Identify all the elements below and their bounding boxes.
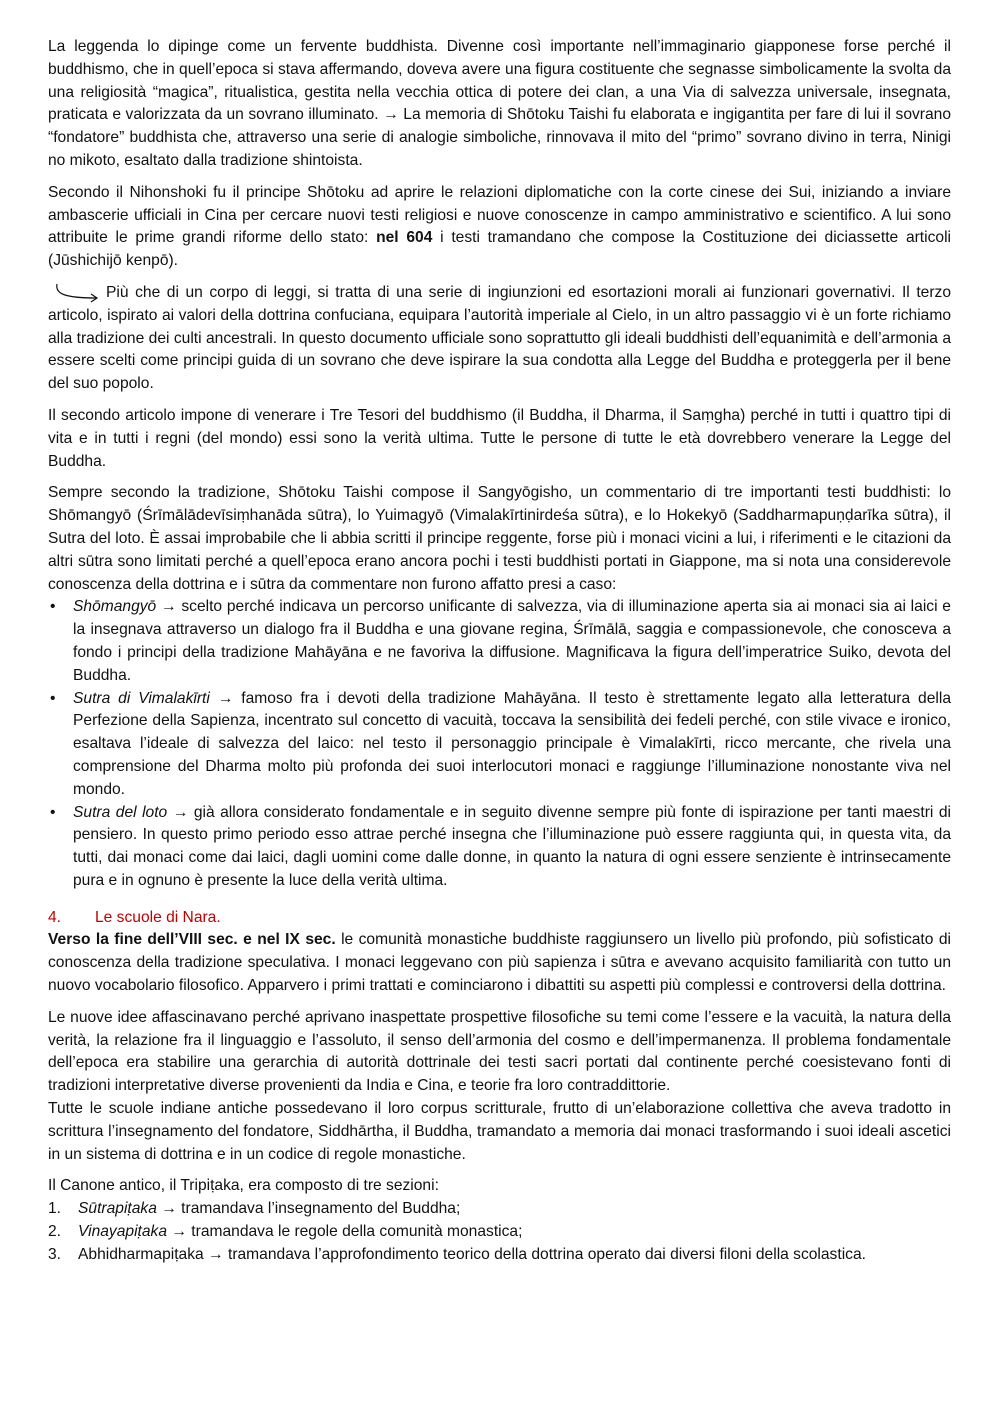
item-text: tramandava l’approfondimento teorico della dottrina operato dai diversi filoni della scolastica. (227, 1245, 866, 1263)
curved-arrow-icon (51, 282, 101, 304)
paragraph-costituzione: Più che di un corpo di leggi, si tratta di una serie di ingiunzioni ed esortazioni morali ai funzionari governativi. Il terzo articolo, ispirato ai valori della dottrina confuciana, equipara l’autorità imperiale al Cielo, in un altro passaggio vi è un forte richiamo alla tradizione dei culti ancestrali. In questo documento ufficiale sono soprattutto gli ideali buddhisti dell’equanimità e dell’armonia a essere scelti come principi guida di un sovrano che deve ispirare la sua condotta alla Legge del Buddha e proteggerla per il bene del suo popolo. (48, 283, 951, 393)
bullet-dot-icon: • (50, 803, 56, 821)
item-title: Sūtrapiṭaka (78, 1200, 157, 1218)
bullet-dot-icon: • (50, 598, 56, 616)
paragraph-nihonshoki (48, 182, 951, 273)
paragraph-viii-secolo (48, 929, 951, 997)
item-text: scelto perché indicava un percorso unificante di salvezza, via di illuminazione aperta sia ai monaci sia ai laici e la insegnava attraverso un dialogo fra il Buddha e una giovane regina, Śrīmālā, saggia e compassionevole, che conosceva a fondo i principi della tradizione Mahāyāna e ne favoriva la diffusione. Magnificava la figura dell’imperatrice Suiko, devota del Buddha. (73, 598, 951, 684)
right-arrow-icon: → (161, 1200, 177, 1218)
item-text: tramandava l’insegnamento del Buddha; (181, 1200, 461, 1218)
item-number: 3. (48, 1245, 62, 1263)
paragraph-secondo-articolo: Il secondo articolo impone di venerare i Tre Tesori del buddhismo (il Buddha, il Dharma, il Saṃgha) perché in tutti i quattro tipi di vita e in tutti i regni (del mondo) essi sono la verità ultima. Tutte le persone di tutte le età dovrebbero venerare la Legge del Buddha. (48, 406, 951, 470)
item-text: tramandava le regole della comunità monastica; (191, 1223, 523, 1241)
paragraph-text: le comunità monastiche buddhiste raggiunsero un livello più profondo, più sofisticato di conoscenza della tradizione speculativa. I monaci leggevano con più sapienza i sūtra e avevano acquisito familiarità con tutto un nuovo vocabolario filosofico. Apparvero i primi trattati e cominciarono i dibattiti su aspetti più complessi e controversi della dottrina. (48, 931, 951, 995)
paragraph-costituzione-wrap (48, 282, 951, 396)
list-item (48, 802, 951, 893)
right-arrow-icon: → (161, 598, 177, 616)
right-arrow-icon: → (383, 106, 399, 124)
paragraph-text: Secondo il Nihonshoki fu il principe Shōtoku ad aprire le relazioni diplomatiche con la corte cinese dei Sui, iniziando a inviare ambascerie ufficiali in Cina per cercare nuovi testi religiosi e nuove conoscenze in campo amministrativo e scientifico. A lui sono attribuite le prime grandi riforme dello stato: (48, 183, 951, 247)
item-title: Abhidharmapiṭaka (78, 1245, 204, 1263)
section-title: Le scuole di Nara. (95, 908, 221, 926)
item-title: Sutra del loto (73, 803, 168, 821)
right-arrow-icon: → (171, 1223, 187, 1241)
section-number: 4. (48, 908, 62, 926)
list-item (48, 596, 951, 687)
item-number: 2. (48, 1223, 62, 1241)
sutra-bullet-list (48, 596, 951, 892)
paragraph-text: La memoria di Shōtoku Taishi fu elaborata e ingigantita per fare di lui il sovrano “fondatore” buddhista che, attraverso una serie di analogie simboliche, rinnovava il mito del “primo” sovrano divino in terra, Ninigi no mikoto, esaltato dalla tradizione shintoista. (48, 106, 951, 169)
list-item (48, 1244, 951, 1267)
item-title: Sutra di Vimalakīrti (73, 689, 210, 707)
item-text: famoso fra i devoti della tradizione Mahāyāna. Il testo è strettamente legato alla letteratura della Perfezione della Sapienza, incentrato sul concetto di vacuità, toccava la sensibilità dei fedeli perché, con stile vivace e ironico, esaltava l’ideale di salvezza del laico: nel testo il personaggio principale è Vimalakīrti, ricco mercante, che rivela una comprensione del Dharma molto più profonda dei suoi interlocutori monaci e raggiunge l’illuminazione nonostante viva nel mondo. (73, 689, 951, 798)
list-item (48, 1198, 951, 1221)
paragraph-scuole-indiane: Tutte le scuole indiane antiche possedevano il loro corpus scritturale, frutto di un’elaborazione collettiva che aveva tradotto in scrittura l’insegnamento del fondatore, Siddhārtha, il Buddha, tramandato a memoria dai monaci trasformando i suoi ideali ascetici in un sistema di dottrina e in un codice di regole monastiche. (48, 1100, 951, 1163)
item-title: Vinayapiṭaka (78, 1223, 168, 1241)
paragraph-canone: Il Canone antico, il Tripiṭaka, era composto di tre sezioni: (48, 1177, 439, 1195)
item-title: Shōmangyō (73, 598, 157, 616)
tripitaka-numbered-list (48, 1198, 951, 1266)
section-heading (48, 907, 951, 930)
item-number: 1. (48, 1200, 62, 1218)
right-arrow-icon: → (172, 803, 189, 821)
paragraph-sangyogisho: Sempre secondo la tradizione, Shōtoku Taishi compose il Sangyōgisho, un commentario di tre importanti testi buddhisti: lo Shōmangyō (Śrīmālādevīsiṃhanāda sūtra), lo Yuimagyō (Vimalakīrtinirdeśa sūtra), e lo Hokekyō (Saddharmapuṇḍarīka sūtra), il Sutra del loto. È assai improbabile che li abbia scritti il principe reggente, forse più i monaci vicini a lui, i riferimenti e le citazioni da altri sūtra sono limitati perché a quell’epoca erano ancora pochi i testi buddhisti portati in Giappone, ma si nota una considerevole conoscenza della dottrina e i sūtra da commentare non furono affatto presi a caso: (48, 484, 951, 593)
paragraph-nuove-idee: Le nuove idee affascinavano perché aprivano inaspettate prospettive filosofiche su temi come l’essere e la vacuità, la natura della verità, la relazione fra il linguaggio e l’assoluto, il senso dell’armonia del cosmo e dell’impermanenza. Il problema fondamentale dell’epoca era stabilire una gerarchia di autorità dottrinale dei testi sacri portati dal continente perché coesistevano fonti di tradizioni interpretative diverse provenienti da India e Cina, e teorie fra loro contraddittorie. (48, 1008, 951, 1095)
paragraph-text: La leggenda lo dipinge come un fervente buddhista. Divenne così importante nell’immaginario giapponese forse perché il buddhismo, che in quell’epoca si stava affermando, doveva avere una figura costituente che segnasse simbolicamente la svolta da una religiosità “magica”, ritualistica, gestita nella vecchia ottica di potere dei clan, a una Via di salvezza universale, insegnata, praticata e valorizzata da un sovrano illuminato. (48, 38, 951, 124)
bold-date: nel 604 (376, 229, 433, 247)
item-text: già allora considerato fondamentale e in seguito divenne sempre più fonte di ispirazione per tanti maestri di pensiero. In questo primo periodo esso attrae perché insegna che l’illuminazione può essere raggiunta qui, in questa vita, da tutti, dai monaci come dai laici, dagli uomini come dalle donne, in quanto la natura di ogni essere senziente è intrinsecamente pura e in ognuno è presente la luce della verità ultima. (73, 803, 951, 889)
list-item (48, 688, 951, 802)
list-item (48, 1221, 951, 1244)
right-arrow-icon: → (217, 689, 234, 707)
paragraph-leggenda (48, 36, 951, 173)
bold-period: Verso la fine dell’VIII sec. e nel IX sec. (48, 931, 336, 949)
bullet-dot-icon: • (50, 689, 56, 707)
paragraph-text: i testi tramandano che compose la Costituzione dei diciassette articoli (Jūshichijō kenpō). (48, 229, 951, 270)
document-body (48, 36, 951, 1267)
right-arrow-icon: → (208, 1245, 224, 1263)
